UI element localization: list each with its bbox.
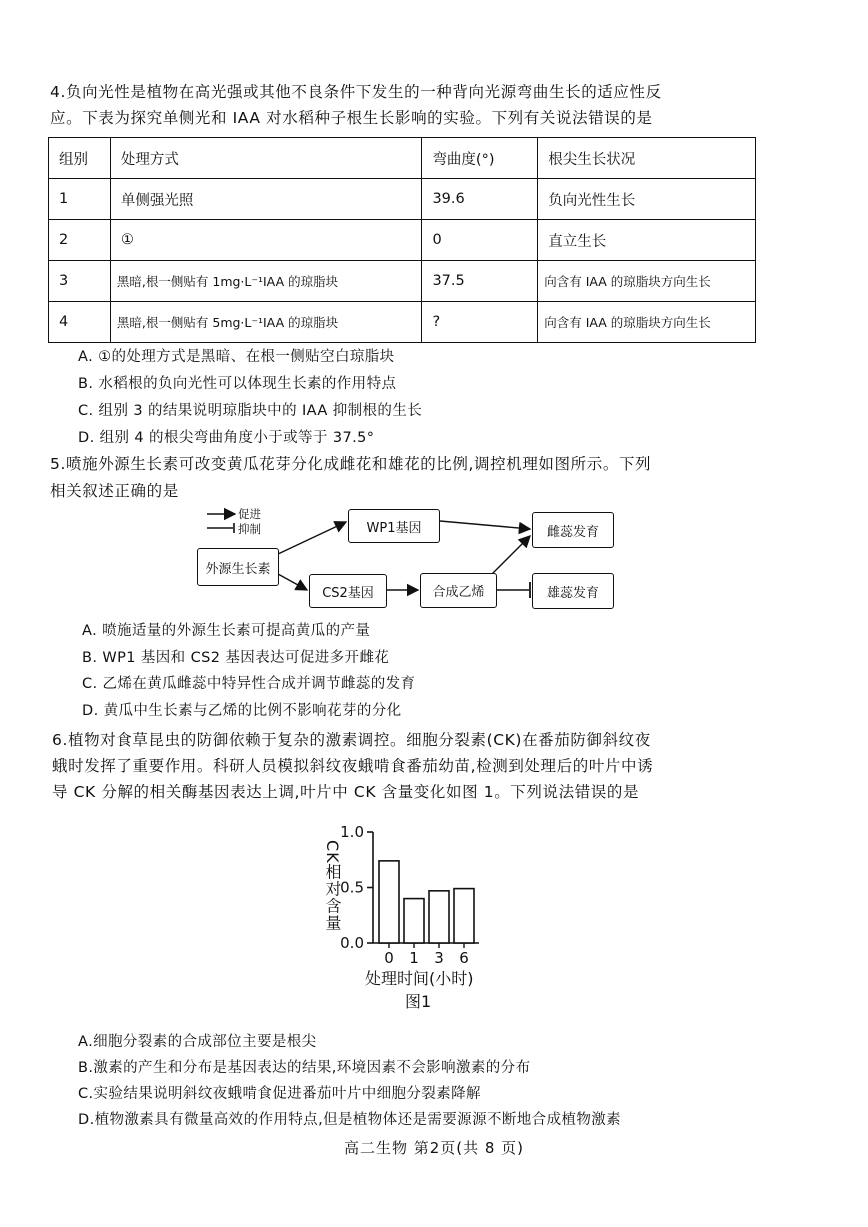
chart-y-axis-label: CK相对含量 <box>323 840 342 932</box>
q6-option-c: C.实验结果说明斜纹夜蛾啃食促进番茄叶片中细胞分裂素降解 <box>78 1086 481 1102</box>
q4-option-a: A. ①的处理方式是黑暗、在根一侧贴空白琼脂块 <box>78 349 395 365</box>
node-cs2-gene: CS2基因 <box>309 574 387 608</box>
table-cell: 黑暗,根一侧贴有 1mg·L⁻¹IAA 的琼脂块 <box>110 261 422 302</box>
q6-option-d: D.植物激素具有微量高效的作用特点,但是植物体还是需要源源不断地合成植物激素 <box>78 1112 622 1128</box>
chart-x-tick-label: 3 <box>434 949 444 967</box>
chart-figure-caption: 图1 <box>405 992 432 1011</box>
chart-y-tick-label: 0.0 <box>340 934 364 952</box>
table-cell: 37.5 <box>422 261 538 302</box>
table-header-cell: 弯曲度(°) <box>422 138 538 179</box>
table-cell: 0 <box>422 220 538 261</box>
chart-x-axis-label: 处理时间(小时) <box>365 969 474 988</box>
table-cell: 直立生长 <box>538 220 756 261</box>
legend-promote-label: 促进 <box>238 507 261 521</box>
chart-x-tick-label: 6 <box>459 949 469 967</box>
q5-option-d: D. 黄瓜中生长素与乙烯的比例不影响花芽的分化 <box>82 703 402 719</box>
q5-option-c: C. 乙烯在黄瓜雌蕊中特异性合成并调节雌蕊的发育 <box>82 676 416 692</box>
q6-stem-line2: 蛾时发挥了重要作用。科研人员模拟斜纹夜蛾啃食番茄幼苗,检测到处理后的叶片中诱 <box>52 757 654 775</box>
table-cell: 3 <box>49 261 111 302</box>
legend-inhibit-label: 抑制 <box>238 522 261 536</box>
table-cell: 1 <box>49 179 111 220</box>
chart-x-tick-label: 0 <box>384 949 394 967</box>
q5-option-b: B. WP1 基因和 CS2 基因表达可促进多开雌花 <box>82 650 390 666</box>
chart-x-tick-label: 1 <box>409 949 419 967</box>
chart-bar <box>454 889 474 943</box>
table-header-cell: 处理方式 <box>110 138 422 179</box>
table-cell: 4 <box>49 302 111 343</box>
table-cell: ① <box>110 220 422 261</box>
q6-stem-line1: 6.植物对食草昆虫的防御依赖于复杂的激素调控。细胞分裂素(CK)在番茄防御斜纹夜 <box>52 731 651 749</box>
table-cell: 39.6 <box>422 179 538 220</box>
chart-y-tick-label: 1.0 <box>340 823 364 841</box>
node-pistil-development: 雌蕊发育 <box>532 512 614 548</box>
chart-bar <box>379 861 399 943</box>
node-stamen-development: 雄蕊发育 <box>532 573 614 609</box>
table-header-cell: 组别 <box>49 138 111 179</box>
node-wp1-gene: WP1基因 <box>348 509 440 543</box>
table-cell: 向含有 IAA 的琼脂块方向生长 <box>538 302 756 343</box>
table-cell: 黑暗,根一侧贴有 5mg·L⁻¹IAA 的琼脂块 <box>110 302 422 343</box>
page-footer: 高二生物 第2页(共 8 页) <box>343 1139 525 1157</box>
q5-stem-line1: 5.喷施外源生长素可改变黄瓜花芽分化成雌花和雄花的比例,调控机理如图所示。下列 <box>50 455 652 473</box>
q4-stem-line2: 应。下表为探究单侧光和 IAA 对水稻种子根生长影响的实验。下列有关说法错误的是 <box>50 109 653 127</box>
q6-option-a: A.细胞分裂素的合成部位主要是根尖 <box>78 1034 317 1050</box>
table-cell: 负向光性生长 <box>538 179 756 220</box>
q4-option-b: B. 水稻根的负向光性可以体现生长素的作用特点 <box>78 376 397 392</box>
table-header-cell: 根尖生长状况 <box>538 138 756 179</box>
table-cell: 单侧强光照 <box>110 179 422 220</box>
chart-bar <box>429 891 449 943</box>
table-cell: 向含有 IAA 的琼脂块方向生长 <box>538 261 756 302</box>
table-cell: 2 <box>49 220 111 261</box>
q4-option-c: C. 组别 3 的结果说明琼脂块中的 IAA 抑制根的生长 <box>78 403 423 419</box>
node-exogenous-auxin: 外源生长素 <box>197 548 279 586</box>
node-ethylene-synthesis: 合成乙烯 <box>420 573 497 608</box>
chart-y-tick-label: 0.5 <box>340 878 364 897</box>
table-cell: ? <box>422 302 538 343</box>
q4-stem-line1: 4.负向光性是植物在高光强或其他不良条件下发生的一种背向光源弯曲生长的适应性反 <box>50 83 662 101</box>
q5-stem-line2: 相关叙述正确的是 <box>50 482 179 500</box>
q5-option-a: A. 喷施适量的外源生长素可提高黄瓜的产量 <box>82 623 371 639</box>
q4-option-d: D. 组别 4 的根尖弯曲角度小于或等于 37.5° <box>78 430 375 446</box>
q6-stem-line3: 导 CK 分解的相关酶基因表达上调,叶片中 CK 含量变化如图 1。下列说法错误的是 <box>52 783 640 801</box>
chart-bar <box>404 899 424 943</box>
q6-option-b: B.激素的产生和分布是基因表达的结果,环境因素不会影响激素的分布 <box>78 1060 531 1076</box>
